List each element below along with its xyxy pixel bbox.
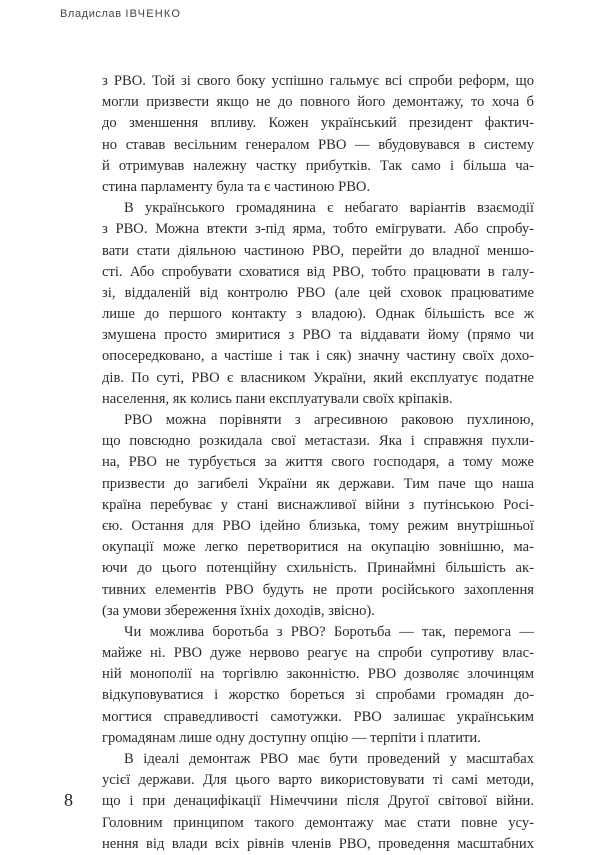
- text-line: майже ні. РВО дуже нервово реагує на спроби супротиву влас-: [102, 645, 534, 662]
- text-line: В ідеалі демонтаж РВО має бути проведений у масштабах: [124, 751, 534, 767]
- text-line: зі, віддаленій від контролю РВО (але цей сховок працюватиме: [102, 284, 534, 301]
- text-line: з РВО. Той зі свого боку успішно гальмує всі спроби реформ, що: [102, 73, 534, 89]
- text-line: РВО можна порівняти з агресивною раковою пухлиною,: [124, 412, 534, 428]
- text-line: могтися справедливості самотужки. РВО залишає українським: [102, 708, 534, 725]
- text-line: й отримував належну частку прибутків. Так само і більша ча-: [102, 157, 534, 174]
- text-line: могли призвести якщо не до повного його демонтажу, то хоча б: [102, 94, 534, 111]
- text-line: опосередковано, а частіше і так і сяк) значну частину своїх дохо-: [102, 348, 534, 365]
- text-line: Головним принципом такого демонтажу має стати повне усу-: [102, 814, 534, 831]
- text-line: що і при денацифікації Німеччини після Другої світової війни.: [102, 793, 534, 810]
- text-line: Чи можлива боротьба з РВО? Боротьба — так, перемога —: [124, 623, 534, 640]
- text-line: відкуповуватися і жорстко бореться зі спробами громадян до-: [102, 687, 534, 704]
- text-line: сті. Або спробувати сховатися від РВО, тобто працювати в галу-: [102, 263, 534, 280]
- text-line: В українського громадянина є небагато варіантів взаємодії: [124, 200, 534, 217]
- text-line: (за умови збереження їхніх доходів, звісно).: [102, 602, 375, 619]
- text-line: лише до першого контакту з владою). Однак більшість все ж: [102, 306, 534, 323]
- text-line: ючи до цього потенційну схильність. Принаймні більшість ак-: [102, 560, 534, 577]
- text-line: ній монополії на торгівлю законністю. РВО дозволяє злочинцям: [102, 666, 534, 683]
- page-number: 8: [64, 790, 73, 810]
- text-line: на, РВО не турбується за життя свого господаря, а тому може: [102, 454, 534, 471]
- text-line: населення, як колись пани експлуатували своїх кріпаків.: [102, 390, 453, 407]
- text-line: нення від влади всіх рівнів членів РВО, проведення масштабних: [102, 835, 534, 852]
- text-line: до зменшення впливу. Кожен український президент фактич-: [102, 115, 534, 132]
- text-line: но ставав весільним генералом РВО — вбудовувався в систему: [102, 136, 534, 153]
- text-line: єю. Остання для РВО ідейно близька, тому режим внутрішньої: [102, 517, 534, 534]
- text-line: стина парламенту була та є частиною РВО.: [102, 178, 371, 195]
- text-line: громадянам лише одну доступну опцію — терпіти і платити.: [102, 729, 481, 746]
- text-line: тивних елементів РВО будуть не проти російського захоплення: [102, 581, 534, 598]
- text-line: країна перебуває у стані виснажливої війни з путінською Росі-: [102, 496, 534, 513]
- author-first-name: Владислав: [60, 8, 122, 20]
- text-line: дів. По суті, РВО є власником України, який експлуатує податне: [102, 369, 534, 386]
- text-line: окупації може легко перетворитися на окупацію зовнішню, ма-: [102, 539, 534, 556]
- running-head: [60, 8, 181, 20]
- text-line: з РВО. Можна втекти з-під ярма, тобто емігрувати. Або спробу-: [102, 221, 534, 238]
- text-line: усієї держави. Для цього варто використовувати ті самі методи,: [102, 772, 534, 789]
- text-line: що повсюдно розкидала свої метастази. Яка і справжня пухли-: [102, 433, 534, 450]
- text-line: вати стати діяльною частиною РВО, перейти до владної меншо-: [102, 242, 534, 259]
- body-text: [102, 71, 534, 855]
- author-last-name: ІВЧЕНКО: [125, 8, 182, 20]
- text-line: змушена просто змиритися з РВО та віддавати йому (прямо чи: [102, 327, 534, 344]
- text-line: призвести до загибелі України як держави. Тим паче що наша: [102, 475, 534, 492]
